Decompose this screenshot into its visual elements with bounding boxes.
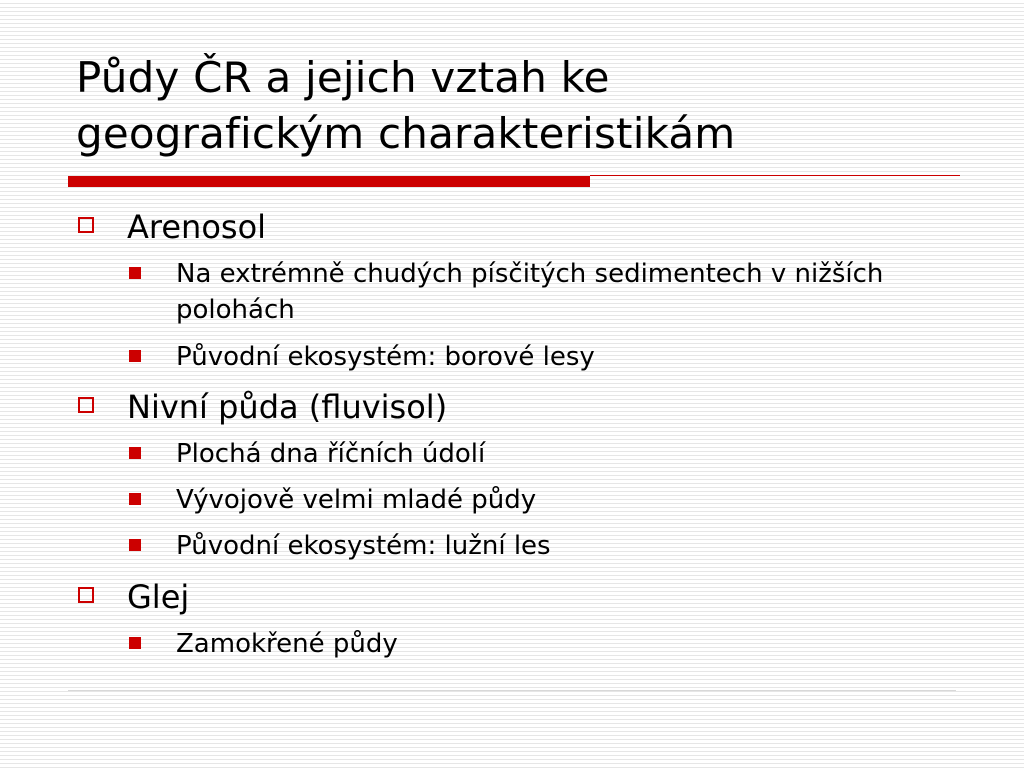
slide-title-line-1: Půdy ČR a jejich vztah ke [76,53,610,102]
bullet-text: Glej [127,578,190,616]
footer-divider [68,690,956,691]
filled-square-bullet-icon [129,267,141,279]
slide-title-line-2: geografickým charakteristikám [76,109,736,158]
filled-square-bullet-icon [129,350,141,362]
hollow-square-bullet-icon [78,587,94,603]
filled-square-bullet-icon [129,447,141,459]
sub-bullet-text: Plochá dna říčních údolí [176,439,486,469]
sub-bullet-text: Původní ekosystém: lužní les [176,531,551,561]
sub-bullet-text: Vývojově velmi mladé půdy [176,485,537,515]
bullet-text: Arenosol [127,208,267,246]
hollow-square-bullet-icon [78,397,94,413]
filled-square-bullet-icon [129,637,141,649]
filled-square-bullet-icon [129,493,141,505]
hollow-square-bullet-icon [78,217,94,233]
bullet-text: Nivní půda (fluvisol) [127,388,448,426]
sub-bullet-text: Na extrémně chudých písčitých sedimentech v nižších polohách [176,259,884,325]
filled-square-bullet-icon [129,539,141,551]
sub-bullet-text: Původní ekosystém: borové lesy [176,342,595,372]
sub-bullet-text: Zamokřené půdy [176,629,398,659]
